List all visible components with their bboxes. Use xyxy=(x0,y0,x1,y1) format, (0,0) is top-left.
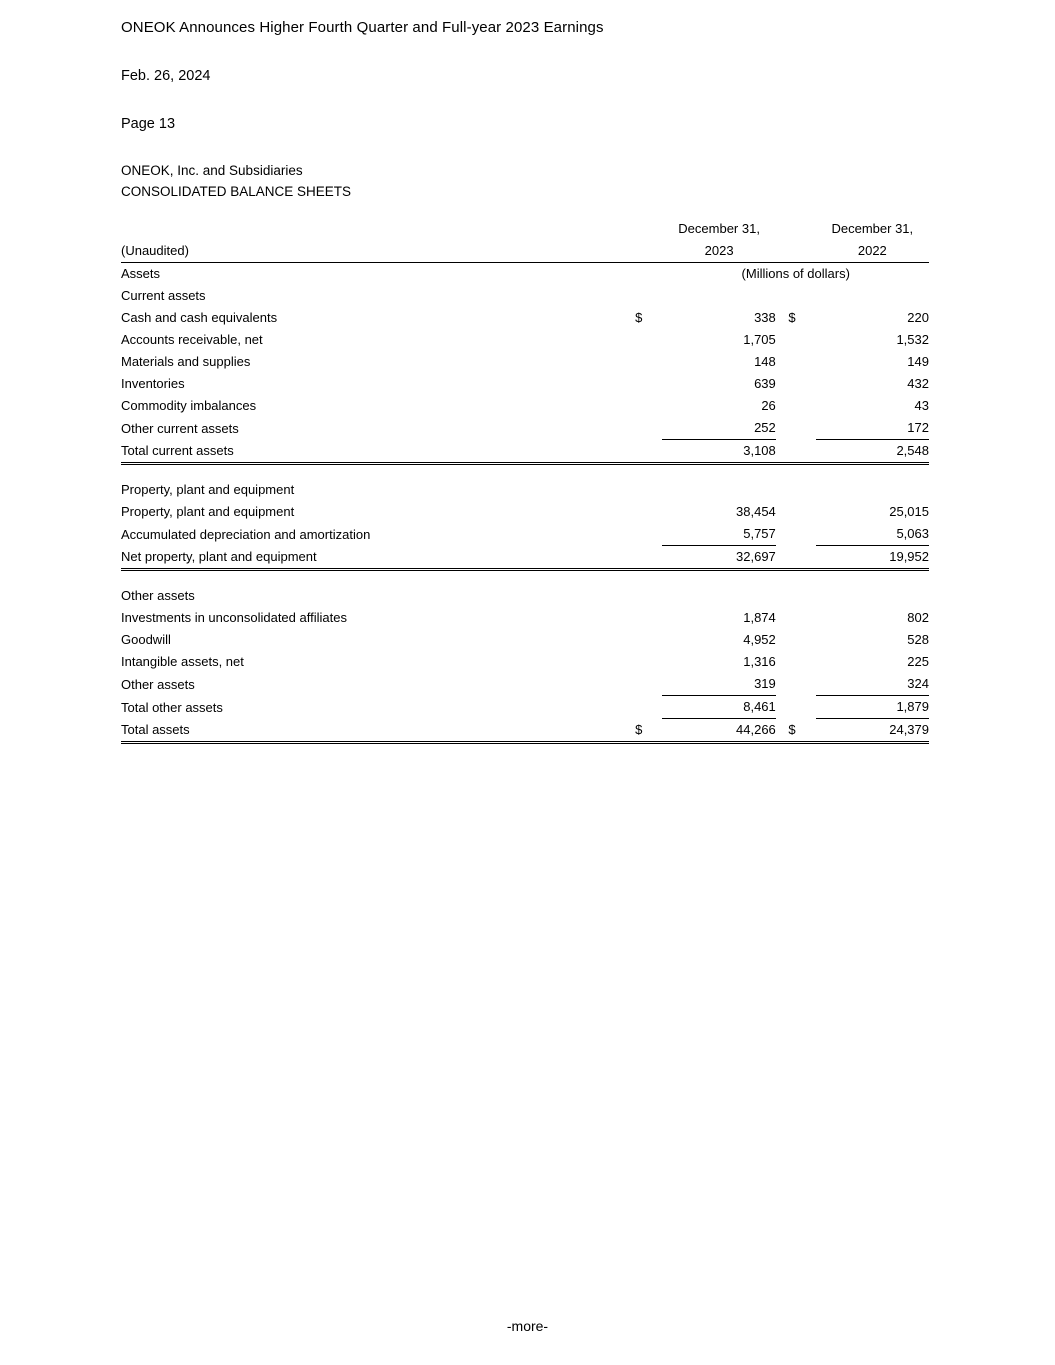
table-row: Property, plant and equipment 38,454 25,015 xyxy=(121,504,929,519)
table-row: Accumulated depreciation and amortization 5,757 5,063 xyxy=(121,523,929,546)
table-row: Commodity imbalances 26 43 xyxy=(121,398,929,413)
table-row: Other assets xyxy=(121,588,195,603)
page-footer: -more- xyxy=(506,1318,549,1334)
section-label-assets: Assets xyxy=(121,266,161,281)
balance-sheet-table xyxy=(121,218,929,744)
col2-header-line1: December 31, xyxy=(831,221,914,236)
page-title: ONEOK Announces Higher Fourth Quarter and Full-year 2023 Earnings xyxy=(121,19,604,36)
table-row-total: Total current assets 3,108 2,548 xyxy=(121,440,929,464)
table-row-total: Total other assets 8,461 1,879 xyxy=(121,696,929,719)
table-row-grand-total: Total assets $ 44,266 $ 24,379 xyxy=(121,719,929,743)
col1-header-line1: December 31, xyxy=(678,221,760,236)
assets-section-row xyxy=(121,263,929,286)
table-row: Materials and supplies 148 149 xyxy=(121,354,929,369)
statement-title: CONSOLIDATED BALANCE SHEETS xyxy=(121,184,352,199)
table-row: Accounts receivable, net 1,705 1,532 xyxy=(121,332,929,347)
table-row: Other current assets 252 172 xyxy=(121,417,929,440)
table-header-row-1 xyxy=(121,218,929,240)
table-row: Other assets 319 324 xyxy=(121,673,929,696)
table-row: Goodwill 4,952 528 xyxy=(121,632,929,647)
col1-header-line2: 2023 xyxy=(662,240,775,263)
table-row: Intangible assets, net 1,316 225 xyxy=(121,654,929,669)
release-date: Feb. 26, 2024 xyxy=(121,68,211,84)
table-row: Investments in unconsolidated affiliates 1,874 802 xyxy=(121,610,929,625)
table-row: Inventories 639 432 xyxy=(121,376,929,391)
table-row: Cash and cash equivalents $ 338 $ 220 xyxy=(121,310,929,325)
spacer xyxy=(121,570,929,586)
document-header xyxy=(121,18,941,202)
table-header-row-2 xyxy=(121,240,929,263)
table-row-total: Net property, plant and equipment 32,697 19,952 xyxy=(121,546,929,570)
units-label: (Millions of dollars) xyxy=(741,266,850,281)
table-row: Property, plant and equipment xyxy=(121,482,295,497)
table-row: Current assets xyxy=(121,288,206,303)
unaudited-label: (Unaudited) xyxy=(121,240,635,263)
col2-header-line2: 2022 xyxy=(816,240,929,263)
spacer xyxy=(121,464,929,480)
header-blank xyxy=(121,218,635,240)
company-name: ONEOK, Inc. and Subsidiaries xyxy=(121,163,303,178)
page-number: Page 13 xyxy=(121,116,176,132)
